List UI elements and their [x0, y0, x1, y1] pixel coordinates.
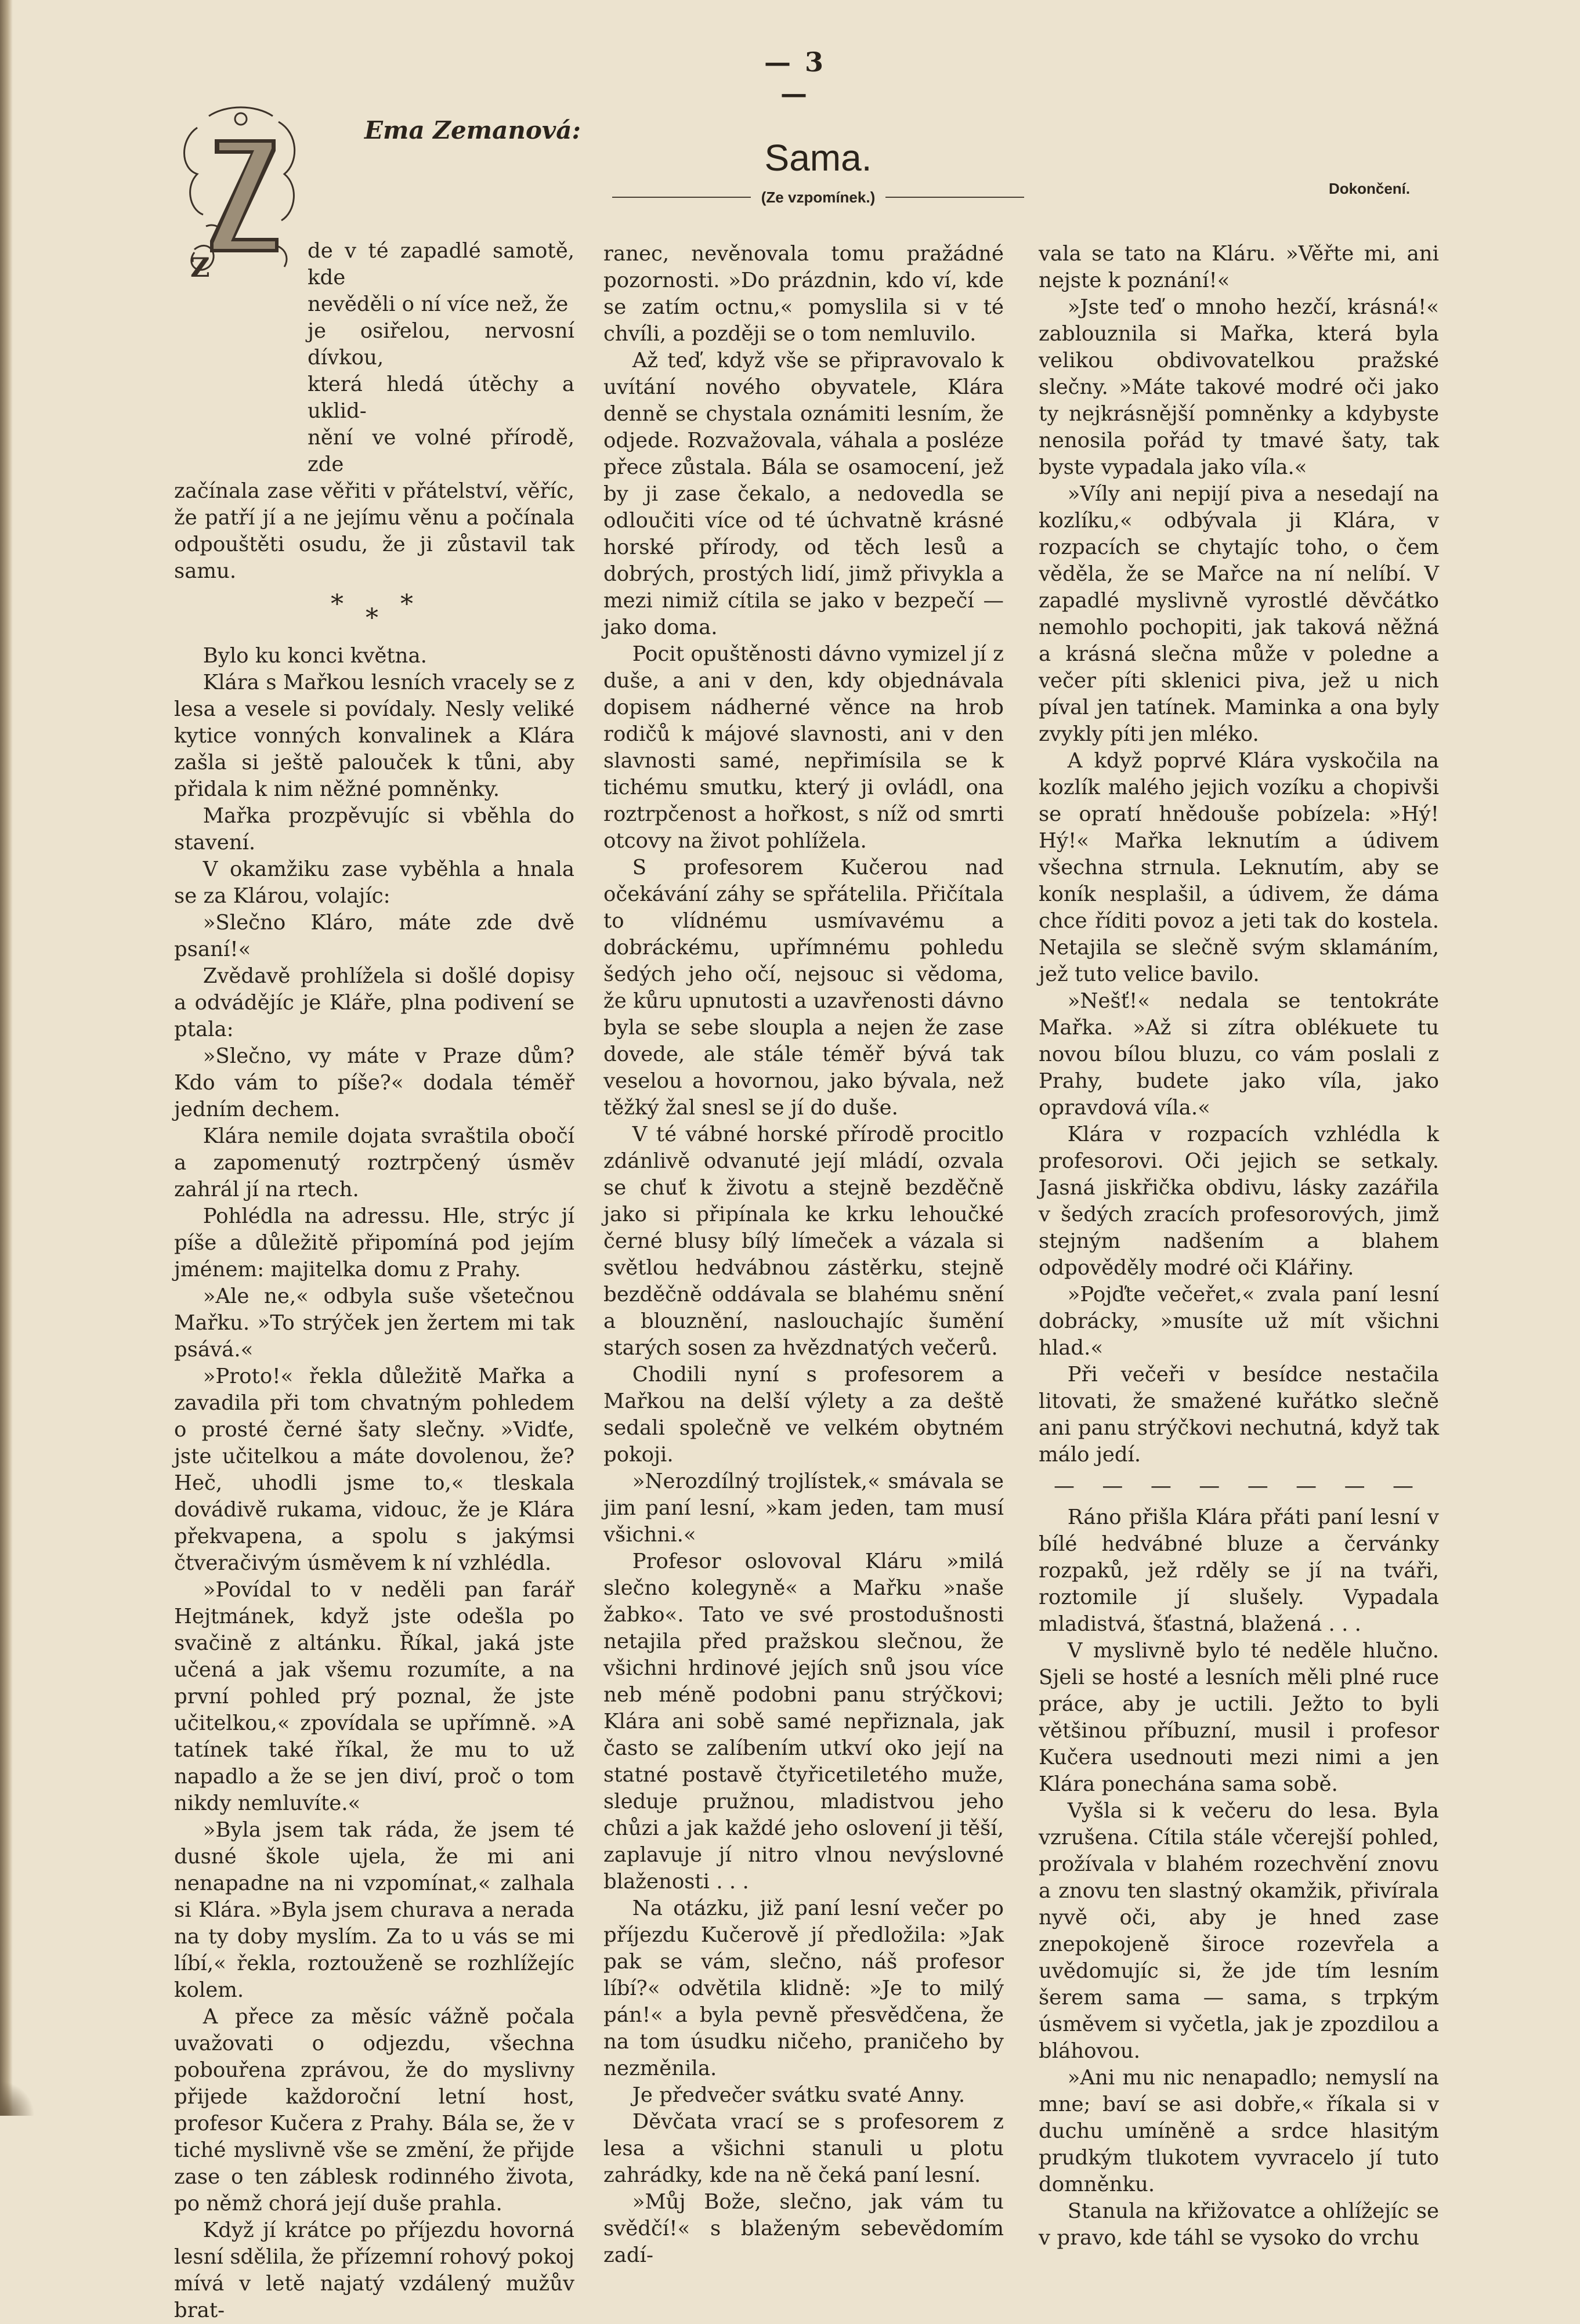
story-title: Sama.: [764, 137, 872, 179]
subtitle-rule-right: [885, 197, 1024, 198]
paragraph: Pohlédla na adressu. Hle, strýc jí píše a důležitě připomíná pod jejím jménem: majitelka domu z Prahy.: [174, 1204, 574, 1282]
paragraph: »Nerozdílný trojlístek,« smávala se jim paní lesní, »kam jeden, tam musí všichni.«: [603, 1469, 1004, 1547]
paragraph: Ráno přišla Klára přáti paní lesní v bílé hedvábné bluze a červánky rozpaků, jež rděly se jí na tváři, roztomile jí slušely. Vypadala mladistvá, šťastná, blažená . . .: [1039, 1505, 1439, 1636]
column-3: [1039, 241, 1439, 2251]
section-break-dashes: — — — — — — — —: [1053, 1474, 1424, 1498]
paragraph: Mařka prozpěvujíc si vběhla do stavení.: [174, 804, 574, 855]
paragraph: Profesor oslovoval Kláru »milá slečno kolegyně« a Mařku »naše žabko«. Tato ve své prostodušnosti netajila před pražskou slečnou, že všichni hrdinové jejích snů jsou více neb méně podobni panu strýčkovi; Klára ani sobě samé nepřiznala, jak často se zalíbením utkví oko její na statné postavě čtyřicetiletého muže, sleduje pružnou, mladistvou jeho chůzi a jak každé jeho oslovení ji těší, zaplavuje jí nitro vlnou nevýslovné blaženosti . . .: [603, 1550, 1004, 1894]
paragraph: »Pojďte večeřet,« zvala paní lesní dobrácky, »musíte už mít všichni hlad.«: [1039, 1283, 1439, 1360]
star: *: [366, 603, 378, 633]
paragraph: »Ani mu nic nenapadlo; nemyslí na mne; baví se asi dobře,« říkala si v duchu umíněně a srdce hlasitým prudkým tlukotem vyvracelo jí tuto domněnku.: [1039, 2066, 1439, 2196]
paragraph: Zvědavě prohlížela si došlé dopisy a odvádějíc je Kláře, plna podivení se ptala:: [174, 964, 574, 1041]
star: *: [331, 589, 344, 619]
paragraph: »Ale ne,« odbyla suše všetečnou Mařku. »To strýček jen žertem mi tak psává.«: [174, 1284, 574, 1362]
paragraph: »Můj Bože, slečno, jak vám tu svědčí!« s blaženým sebevědomím zadí-: [603, 2190, 1004, 2267]
paragraph: Je předvečer svátku svaté Anny.: [632, 2083, 966, 2107]
paragraph: Děvčata vrací se s profesorem z lesa a všichni stanuli u plotu zahrádky, kde na ně čeká paní lesní.: [603, 2110, 1004, 2187]
subtitle-row: [612, 186, 1024, 209]
first-para-line: nění ve volné přírodě, zde: [308, 426, 574, 476]
column-1: [174, 238, 574, 2324]
page-corner-shadow: [0, 2081, 35, 2116]
paragraph: Když jí krátce po příjezdu hovorná lesní sdělila, že přízemní rohový pokoj mívá v letě najatý vzdálený mužův brat-: [174, 2218, 574, 2322]
paragraph: »Povídal to v neděli pan farář Hejtmánek, když jste odešla po svačině z altánku. Říkal, jaká jste učená a jak všemu rozumíte, a na první pohled prý poznal, že jste učitelkou,« zpovídala se upřímně. »A tatínek také říkal, že mu to už napadlo a že se jen diví, proč o tom nikdy nemluvíte.«: [174, 1578, 574, 1815]
paragraph: »Nešť!« nedala se tentokráte Mařka. »Až si zítra oblékuete tu novou bílou bluzu, co vám poslali z Prahy, budete jako víla, jako opravdová víla.«: [1039, 989, 1439, 1120]
paragraph: A když poprvé Klára vyskočila na kozlík malého jejich vozíku a chopivši se opratí hnědouše pobízela: »Hý! Hý!« Mařka leknutím a údivem všechna strnula. Leknutím, aby se koník nesplašil, a údivem, že dáma chce říditi povoz a jeti tak do kostela. Netajila se slečně svým sklamáním, jež tuto velice bavilo.: [1039, 749, 1439, 986]
first-paragraph: [174, 238, 574, 585]
paragraph: ranec, nevěnovala tomu pražádné pozornosti. »Do prázdnin, kdo ví, kde se zatím octnu,« pomyslila si v té chvíli, a později se o tom nemluvilo.: [603, 242, 1004, 346]
first-para-line: která hledá útěchy a uklid-: [308, 372, 574, 423]
paragraph: Bylo ku konci května.: [203, 644, 427, 668]
continued-note: Dokončení.: [1329, 180, 1411, 197]
paragraph: Chodili nyní s profesorem a Mařkou na delší výlety a za deště sedali společně ve velkém obytném pokoji.: [603, 1363, 1004, 1467]
paragraph: »Proto!« řekla důležitě Mařka a zavadila při tom chvatným pohledem o prosté černé šaty slečny. »Vidťe, jste učitelkou a máte dovolenou, že? Heč, uhodli jsme to,« tleskala dovádivě rukama, vidouc, že je Klára překvapena, a spolu s jakýmsi čtveračivým úsměvem k ní vzhlédla.: [174, 1364, 574, 1575]
paragraph: »Jste teď o mnoho hezčí, krásná!« zablouznila si Mařka, která byla velikou obdivovatelkou pražské slečny. »Máte takové modré oči jako ty nejkrásnější pomněnky a kdybyste nenosila pořád ty tmavé šaty, tak byste vypadala jako víla.«: [1039, 295, 1439, 479]
paragraph: V té vábné horské přírodě procitlo zdánlivě odvanuté její mládí, ozvala se chuť k životu a stejně bezděčně jako si připínala ke krku lehoučké černé blusy bílý límeček a vázala si světlou hedvábnou zástěrku, stejně bezděčně oddávala se blahému snění a blouznění, naslouchajíc šumění starých sosen za hvězdnatých večerů.: [603, 1123, 1004, 1360]
paragraph: A přece za měsíc vážně počala uvažovati o odjezdu, všechna pobouřena zprávou, že do myslivny přijede každoroční letní host, profesor Kučera z Prahy. Bála se, že v tiché myslivně vše se změní, že přijde zase o ten záblesk rodinného života, po němž chorá její duše prahla.: [174, 2005, 574, 2216]
page-number: — 3 —: [764, 46, 826, 109]
paragraph: Klára s Mařkou lesních vracely se z lesa a vesele si povídaly. Nesly veliké kytice vonných konvalinek a Klára zašla si ještě palouček k tůni, aby přidala k nim něžné pomněnky.: [174, 671, 574, 801]
paragraph: »Slečno Kláro, máte zde dvě psaní!«: [174, 911, 574, 961]
book-spine-edge: [0, 0, 13, 2116]
paragraph: »Slečno, vy máte v Praze dům? Kdo vám to píše?« dodala téměř jedním dechem.: [174, 1044, 574, 1121]
author-name: Ema Zemanová:: [364, 116, 581, 144]
story-subtitle: (Ze vzpomínek.): [761, 188, 876, 206]
star: *: [400, 589, 413, 619]
first-para-line: de v té zapadlé samotě, kde: [308, 239, 574, 289]
paragraph: Klára v rozpacích vzhlédla k profesorovi. Oči jejich se setkaly. Jasná jiskřička obdivu, lásky zazářila v šedých zracích profesorových, jimž stejným nadšením a blahem odpověděly modré oči Klářiny.: [1039, 1123, 1439, 1280]
paragraph: vala se tato na Kláru. »Věřte mi, ani nejste k poznání!«: [1039, 242, 1439, 292]
first-para-line: je osiřelou, nervosní dívkou,: [308, 319, 574, 370]
paragraph: »Byla jsem tak ráda, že jsem té dusné škole ujela, že mi ani nenapadne na ni vzpomínat,« zalhala si Klára. »Byla jsem churava a nerada na ty doby myslím. Za to u vás se mi líbí,« řekla, roztouženě se rozhlížejíc kolem.: [174, 1818, 574, 2002]
first-para-rest: začínala zase věřiti v přátelství, věříc, že patří jí a ne jejímu věnu a počínala odpouštěti osudu, že ji zůstavil tak samu.: [174, 479, 574, 583]
subtitle-rule-left: [612, 197, 751, 198]
paragraph: V okamžiku zase vyběhla a hnala se za Klárou, volajíc:: [174, 857, 574, 908]
first-para-line: nevěděli o ní více než, že: [308, 292, 569, 316]
section-stars: [174, 588, 574, 640]
paragraph: Při večeři v besídce nestačila litovati, že smažené kuřátko slečně ani panu strýčkovi nechutná, když tak málo jedí.: [1039, 1363, 1439, 1467]
paragraph: S profesorem Kučerou nad očekávání záhy se spřátelila. Přičítala to vlídnému usmívavému a dobráckému, upřímnému pohledu šedých jeho očí, nejsouc si vědoma, že kůru upnutosti a uzavřenosti dávno byla se sebe sloupla a nejen že zase dovede, ale stále téměř bývá tak veselou a hovornou, jako bývala, než těžký žal snesl se jí do duše.: [603, 856, 1004, 1120]
paragraph: Klára nemile dojata svraštila obočí a zapomenutý roztrpčený úsměv zahrál jí na rtech.: [174, 1124, 574, 1201]
column-2: [603, 241, 1004, 2269]
paragraph: V myslivně bylo té neděle hlučno. Sjeli se hosté a lesních měli plné ruce práce, aby je uctili. Ježto to byli většinou příbuzní, musil i profesor Kučera usednouti mezi nimi a jen Klára ponechána sama sobě.: [1039, 1639, 1439, 1796]
paragraph: Až teď, když vše se připravovalo k uvítání nového obyvatele, Klára denně se chystala oznámiti lesním, že odjede. Rozvažovala, váhala a posléze přece zůstala. Bála se osamocení, jež by ji zase čekalo, a nedovedla se odloučiti více od té úchvatně krásné horské přírody, od těch lesů a dobrých, prostých lidí, jimž přivykla a mezi nimiž cítila se jako v bezpečí — jako doma.: [603, 349, 1004, 639]
paragraph: Vyšla si k večeru do lesa. Byla vzrušena. Cítila stále včerejší pohled, prožívala v blahém rozechvění znovu a znovu ten slastný okamžik, přivírala nyvě oči, aby je hned zase znepokojeně široce rozevřela a uvědomujíc si, že jde tím lesním šerem sama — sama, s trpkým úsměvem si vyčetla, jak je zpozdilou a bláhovou.: [1039, 1799, 1439, 2063]
initial-letter: Z: [190, 252, 210, 278]
paragraph: Stanula na křižovatce a ohlížejíc se v pravo, kde táhl se vysoko do vrchu: [1039, 2199, 1439, 2250]
paragraph: Na otázku, již paní lesní večer po příjezdu Kučerově jí předložila: »Jak pak se vám, slečno, náš profesor líbí?« odvětila klidně: »Je to milý pán!« a byla pevně přesvědčena, že na tom úsudku ničeho, praničeho by nezměnila.: [603, 1896, 1004, 2080]
paragraph: Pocit opuštěnosti dávno vymizel jí z duše, a ani v den, kdy objednávala dopisem nádherné věnce na hrob rodičů k májové slavnosti, ani v den slavnosti samé, nepřimísila se k tichému smutku, který ji ovládl, ona roztrpčenost a hořkost, s níž od smrti otcovy na život pohlížela.: [603, 642, 1004, 853]
paragraph: »Víly ani nepijí piva a nesedají na kozlíku,« odbývala ji Klára, v rozpacích se chytajíc toho, o čem věděla, že se Mařce na ní nelíbí. V zapadlé myslivně vyrostlé děvčátko nemohlo pochopiti, jak taková něžná a krásná slečna může v poledne a večer píti sklenici piva, jež u nich píval jen tatínek. Maminka a ona byly zvykly píti jen mléko.: [1039, 482, 1439, 746]
